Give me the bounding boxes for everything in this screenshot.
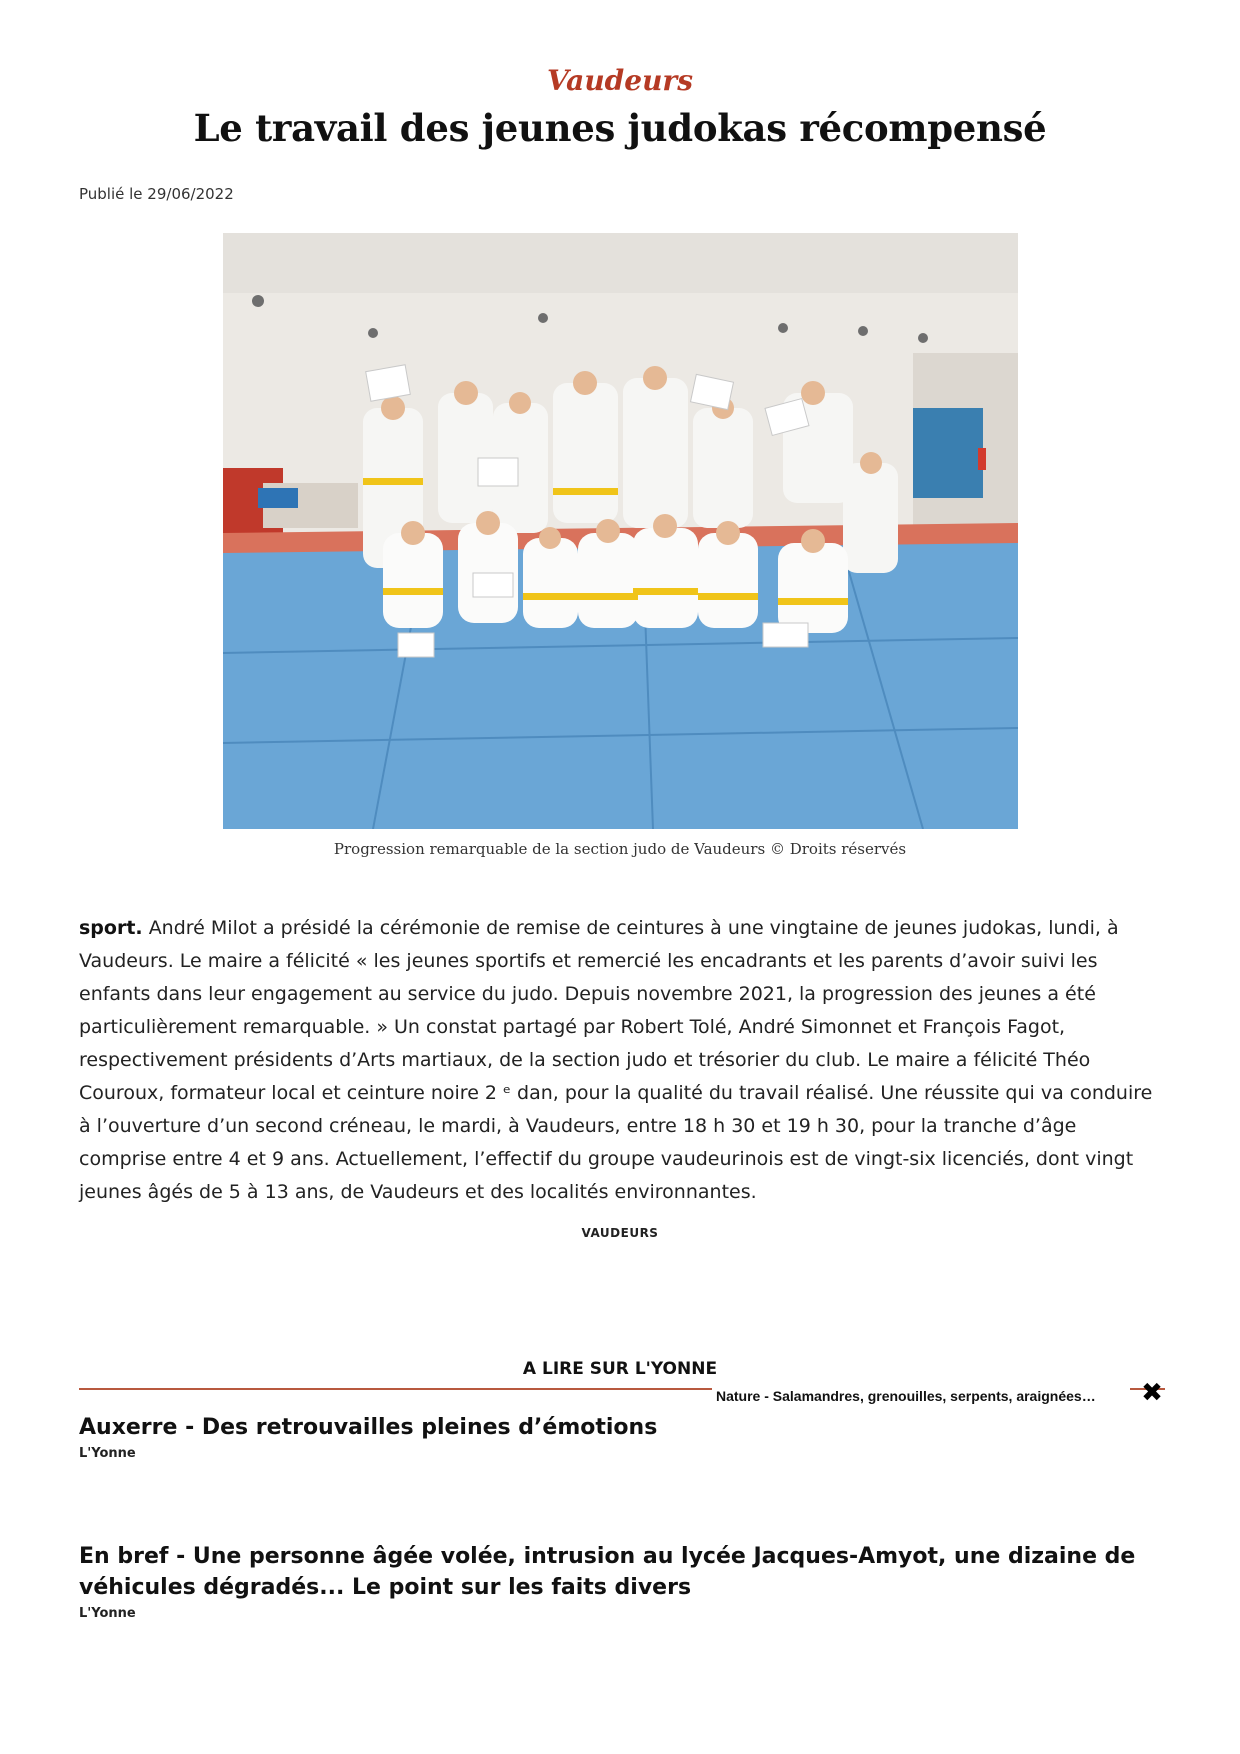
photo-caption: Progression remarquable de la section judo de Vaudeurs © Droits réservés xyxy=(333,840,907,858)
article-tag[interactable]: VAUDEURS xyxy=(581,1226,659,1240)
related-article[interactable] xyxy=(79,1412,1165,1461)
related-article-title[interactable]: En bref - Une personne âgée volée, intrusion au lycée Jacques-Amyot, une dizaine de véhicules dégradés... Le point sur les faits divers xyxy=(79,1544,1136,1600)
publish-date: Publié le 29/06/2022 xyxy=(79,185,234,203)
close-icon[interactable]: ✖ xyxy=(1141,1378,1163,1408)
related-article-source: L'Yonne xyxy=(79,1606,136,1621)
related-article[interactable] xyxy=(79,1541,1165,1621)
article-photo xyxy=(223,233,1018,829)
promo-banner[interactable]: Nature - Salamandres, grenouilles, serpents, araignées… xyxy=(712,1386,1130,1406)
related-article-source: L'Yonne xyxy=(79,1446,136,1461)
article-kicker: Vaudeurs xyxy=(547,64,693,97)
article-title: Le travail des jeunes judokas récompensé xyxy=(193,106,1047,150)
article-body xyxy=(79,912,1164,1209)
article-lead: sport. xyxy=(79,917,143,939)
related-section-title: A LIRE SUR L'YONNE xyxy=(522,1359,718,1379)
article-body-text: André Milot a présidé la cérémonie de remise de ceintures à une vingtaine de jeunes judokas, lundi, à Vaudeurs. Le maire a félicité « les jeunes sportifs et remercié les encadrants et les parents d’avoir suivi les enfants dans leur engagement au service du judo. Depuis novembre 2021, la progression des jeunes a été particulièrement remarquable. » Un constat partagé par Robert Tolé, André Simonnet et François Fagot, respectivement présidents d’Arts martiaux, de la section judo et trésorier du club. Le maire a félicité Théo Couroux, formateur local et ceinture noire 2 ᵉ dan, pour la qualité du travail réalisé. Une réussite qui va conduire à l’ouverture d’un second créneau, le mardi, à Vaudeurs, entre 18 h 30 et 19 h 30, pour la tranche d’âge comprise entre 4 et 9 ans. Actuellement, l’effectif du groupe vaudeurinois est de vingt-six licenciés, dont vingt jeunes âgés de 5 à 13 ans, de Vaudeurs et des localités environnantes. xyxy=(79,917,1153,1203)
related-article-title[interactable]: Auxerre - Des retrouvailles pleines d’émotions xyxy=(79,1415,658,1440)
